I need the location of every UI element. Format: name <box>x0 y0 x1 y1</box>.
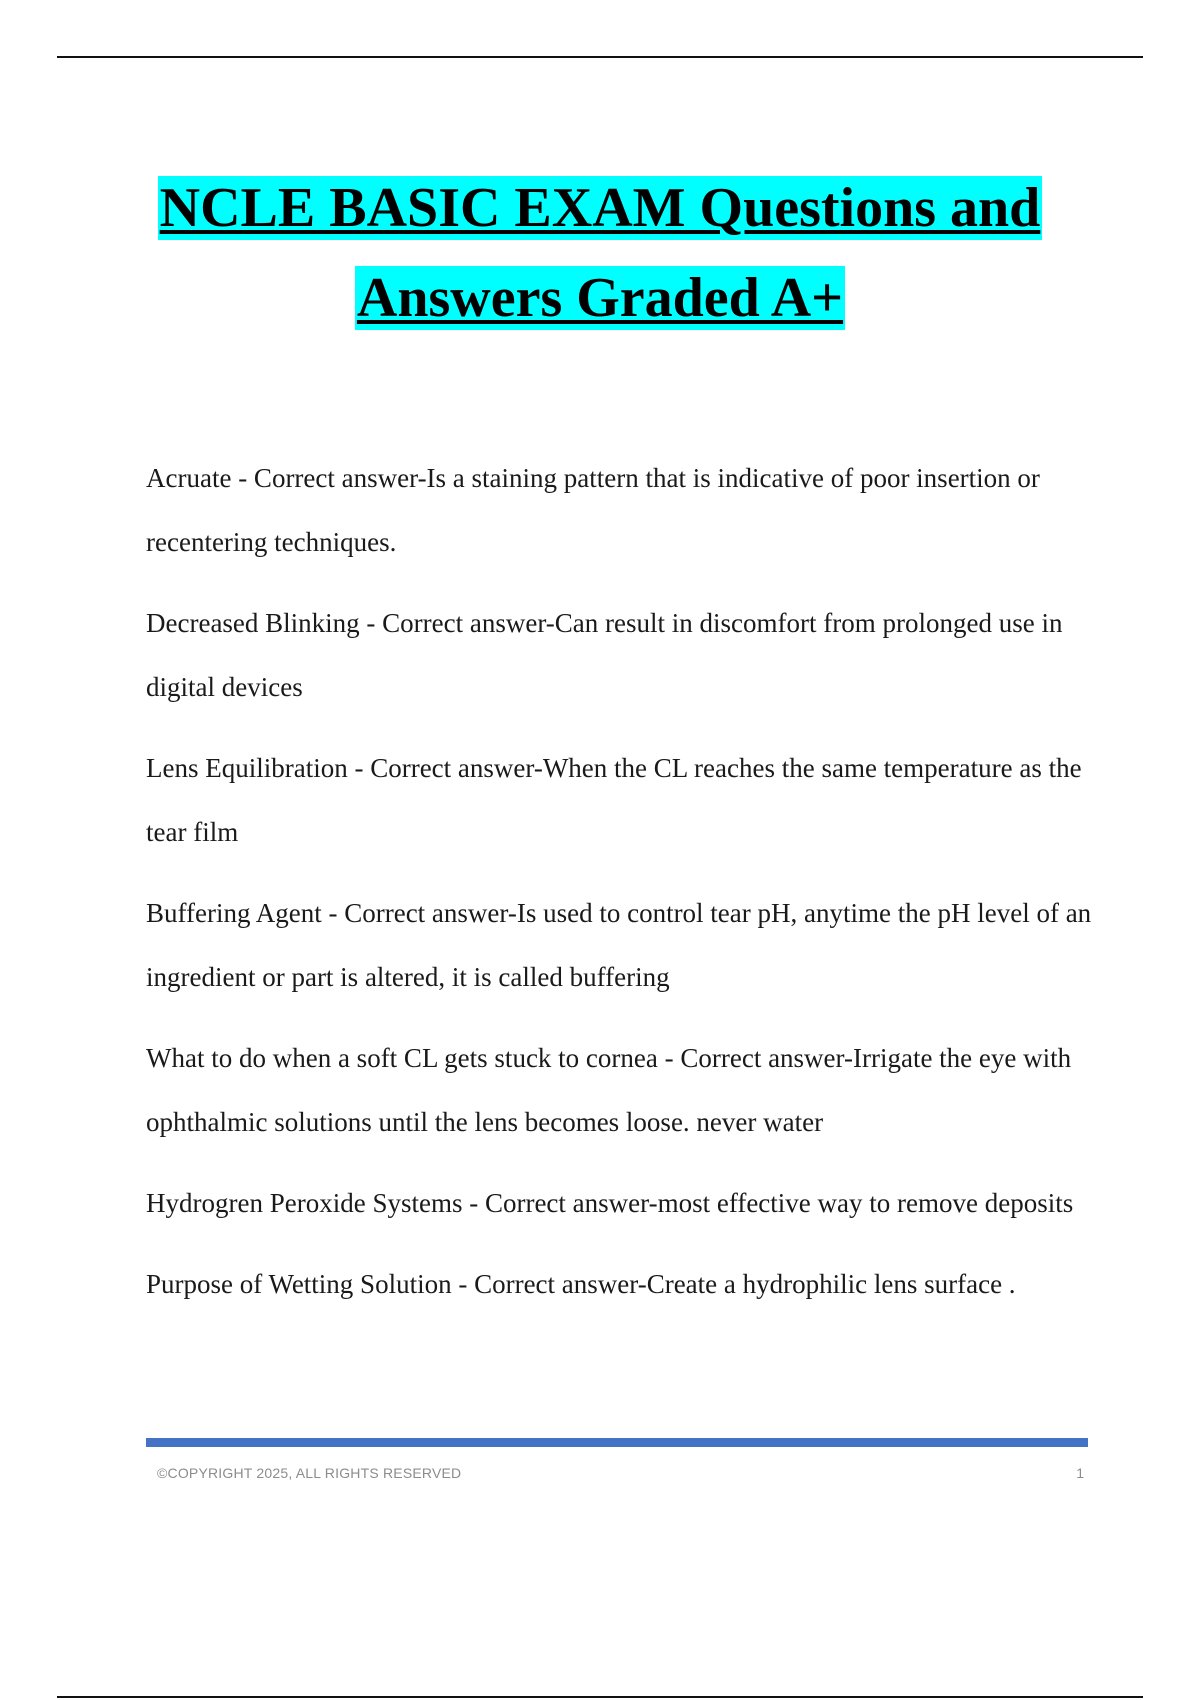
footer-bar <box>146 1438 1088 1447</box>
qa-entry: What to do when a soft CL gets stuck to cornea - Correct answer-Irrigate the eye with ophthalmic solutions until the lens becomes loose. never water <box>146 1043 1072 1137</box>
document-title <box>0 176 1200 330</box>
page-number: 1 <box>1076 1465 1084 1481</box>
footer-copyright: ©COPYRIGHT 2025, ALL RIGHTS RESERVED <box>157 1465 462 1481</box>
qa-entry: Lens Equilibration - Correct answer-When the CL reaches the same temperature as the tear film <box>146 753 1082 847</box>
header-rule <box>57 56 1143 58</box>
qa-entry: Hydrogren Peroxide Systems - Correct answer-most effective way to remove deposits <box>146 1188 1074 1218</box>
title-line-1: NCLE BASIC EXAM Questions and <box>159 177 1041 239</box>
question-answer-list <box>146 446 1096 1333</box>
qa-entry: Decreased Blinking - Correct answer-Can result in discomfort from prolonged use in digital devices <box>146 608 1063 702</box>
qa-entry: Buffering Agent - Correct answer-Is used to control tear pH, anytime the pH level of an ingredient or part is altered, it is called buffering <box>146 898 1092 992</box>
qa-entry: Acruate - Correct answer-Is a staining pattern that is indicative of poor insertion or recentering techniques. <box>146 463 1040 557</box>
title-line-2: Answers Graded A+ <box>356 267 844 329</box>
footer-rule <box>57 1696 1143 1698</box>
qa-entry: Purpose of Wetting Solution - Correct answer-Create a hydrophilic lens surface . <box>146 1269 1016 1299</box>
